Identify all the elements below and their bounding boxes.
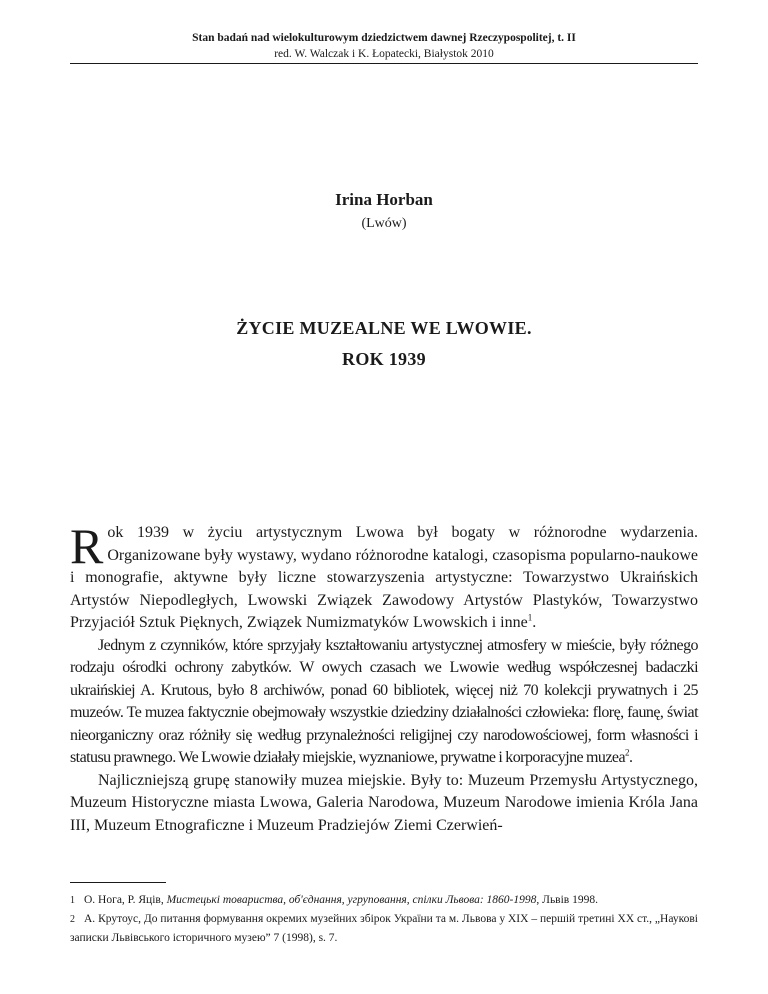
paragraph-1 (70, 518, 698, 635)
footnote-ref-1[interactable]: 1 (527, 612, 533, 623)
header-editors: red. W. Walczak i K. Łopatecki, Białystok 2010 (274, 48, 494, 60)
footnote-2 (70, 910, 698, 948)
footnote-ref-2[interactable]: 2 (625, 747, 629, 758)
footnote-2-text: A. Крутоус, До питання формування окремих музейних збірок України та м. Львова у XIX – першій третині XX ст., „Наукові записки Львівського історичного музею” 7 (1998), s. 7. (70, 913, 698, 944)
article-title-line-1: ŻYCIE MUZEALNE WE LWOWIE. (236, 318, 532, 338)
paragraph-2-end: . (629, 749, 633, 766)
paragraph-2-text: Jednym z czynników, które sprzyjały kształtowaniu artystycznej atmosfery w mieście, były różnego rodzaju ośrodki ochrony zabytków. W owych czasach we Lwowie według współczesnej badaczki ukraińskiej A. Krutous, było 8 archiwów, ponad 60 bibliotek, więcej niż 70 kolekcji prywatnych i 25 muzeów. Te muzea faktycznie obejmowały wszystkie dziedziny działalności człowieka: florę, faunę, świat nieorganiczny oraz różniły się według przynależności religijnej czy narodowościowej, form własności i statusu prawnego. We Lwowie działały miejskie, wyznaniowe, prywatne i korporacyjne muzea (70, 636, 698, 766)
article-title (70, 313, 698, 375)
paragraph-2 (70, 635, 698, 770)
running-header (70, 30, 698, 62)
footnote-1-number: 1 (70, 895, 75, 906)
paragraph-1-text: ok 1939 w życiu artystycznym Lwowa był bogaty w różnorodne wydarzenia. Organizowane były wystawy, wydano różnorodne katalogi, czasopisma popularno-naukowe i monografie, aktywne były liczne stowarzyszenia artystyczne: Towarzystwo Ukraińskich Artystów Niepodległych, Lwowski Związek Zawodowy Artystów Plastyków, Towarzystwo Przyjaciół Sztuk Pięknych, Związek Numizmatyków Lwowskich i inne (70, 524, 698, 631)
footnote-1-imprint: , Львів 1998. (536, 894, 598, 906)
author-city: (Lwów) (361, 216, 407, 231)
footnote-1-title: Мистецькі товариства, об'єднання, угруповання, спілки Львова: 1860-1998 (166, 894, 537, 906)
header-series-title: Stan badań nad wielokulturowym dziedzictwem dawnej Rzeczypospolitej, t. II (192, 32, 576, 44)
article-body (70, 518, 698, 837)
article-title-line-2: ROK 1939 (342, 349, 426, 369)
paragraph-3 (70, 770, 698, 838)
footnotes (70, 891, 698, 948)
paragraph-1-end: . (532, 614, 537, 631)
author-name: Irina Horban (335, 190, 433, 209)
header-divider (70, 63, 698, 64)
footnote-1-authors: O. Нога, Р. Яців, (84, 894, 167, 906)
footnote-2-number: 2 (70, 914, 75, 925)
paragraph-3-text: Najliczniejszą grupę stanowiły muzea miejskie. Były to: Muzeum Przemysłu Artystycznego, Muzeum Historyczne miasta Lwowa, Galeria Narodowa, Muzeum Narodowe imienia Króla Jana III, Muzeum Etnograficzne i Muzeum Pradziejów Ziemi Czerwień- (70, 771, 698, 834)
drop-cap: R (70, 518, 104, 574)
footnote-1 (70, 891, 698, 910)
footnote-divider (70, 882, 166, 883)
